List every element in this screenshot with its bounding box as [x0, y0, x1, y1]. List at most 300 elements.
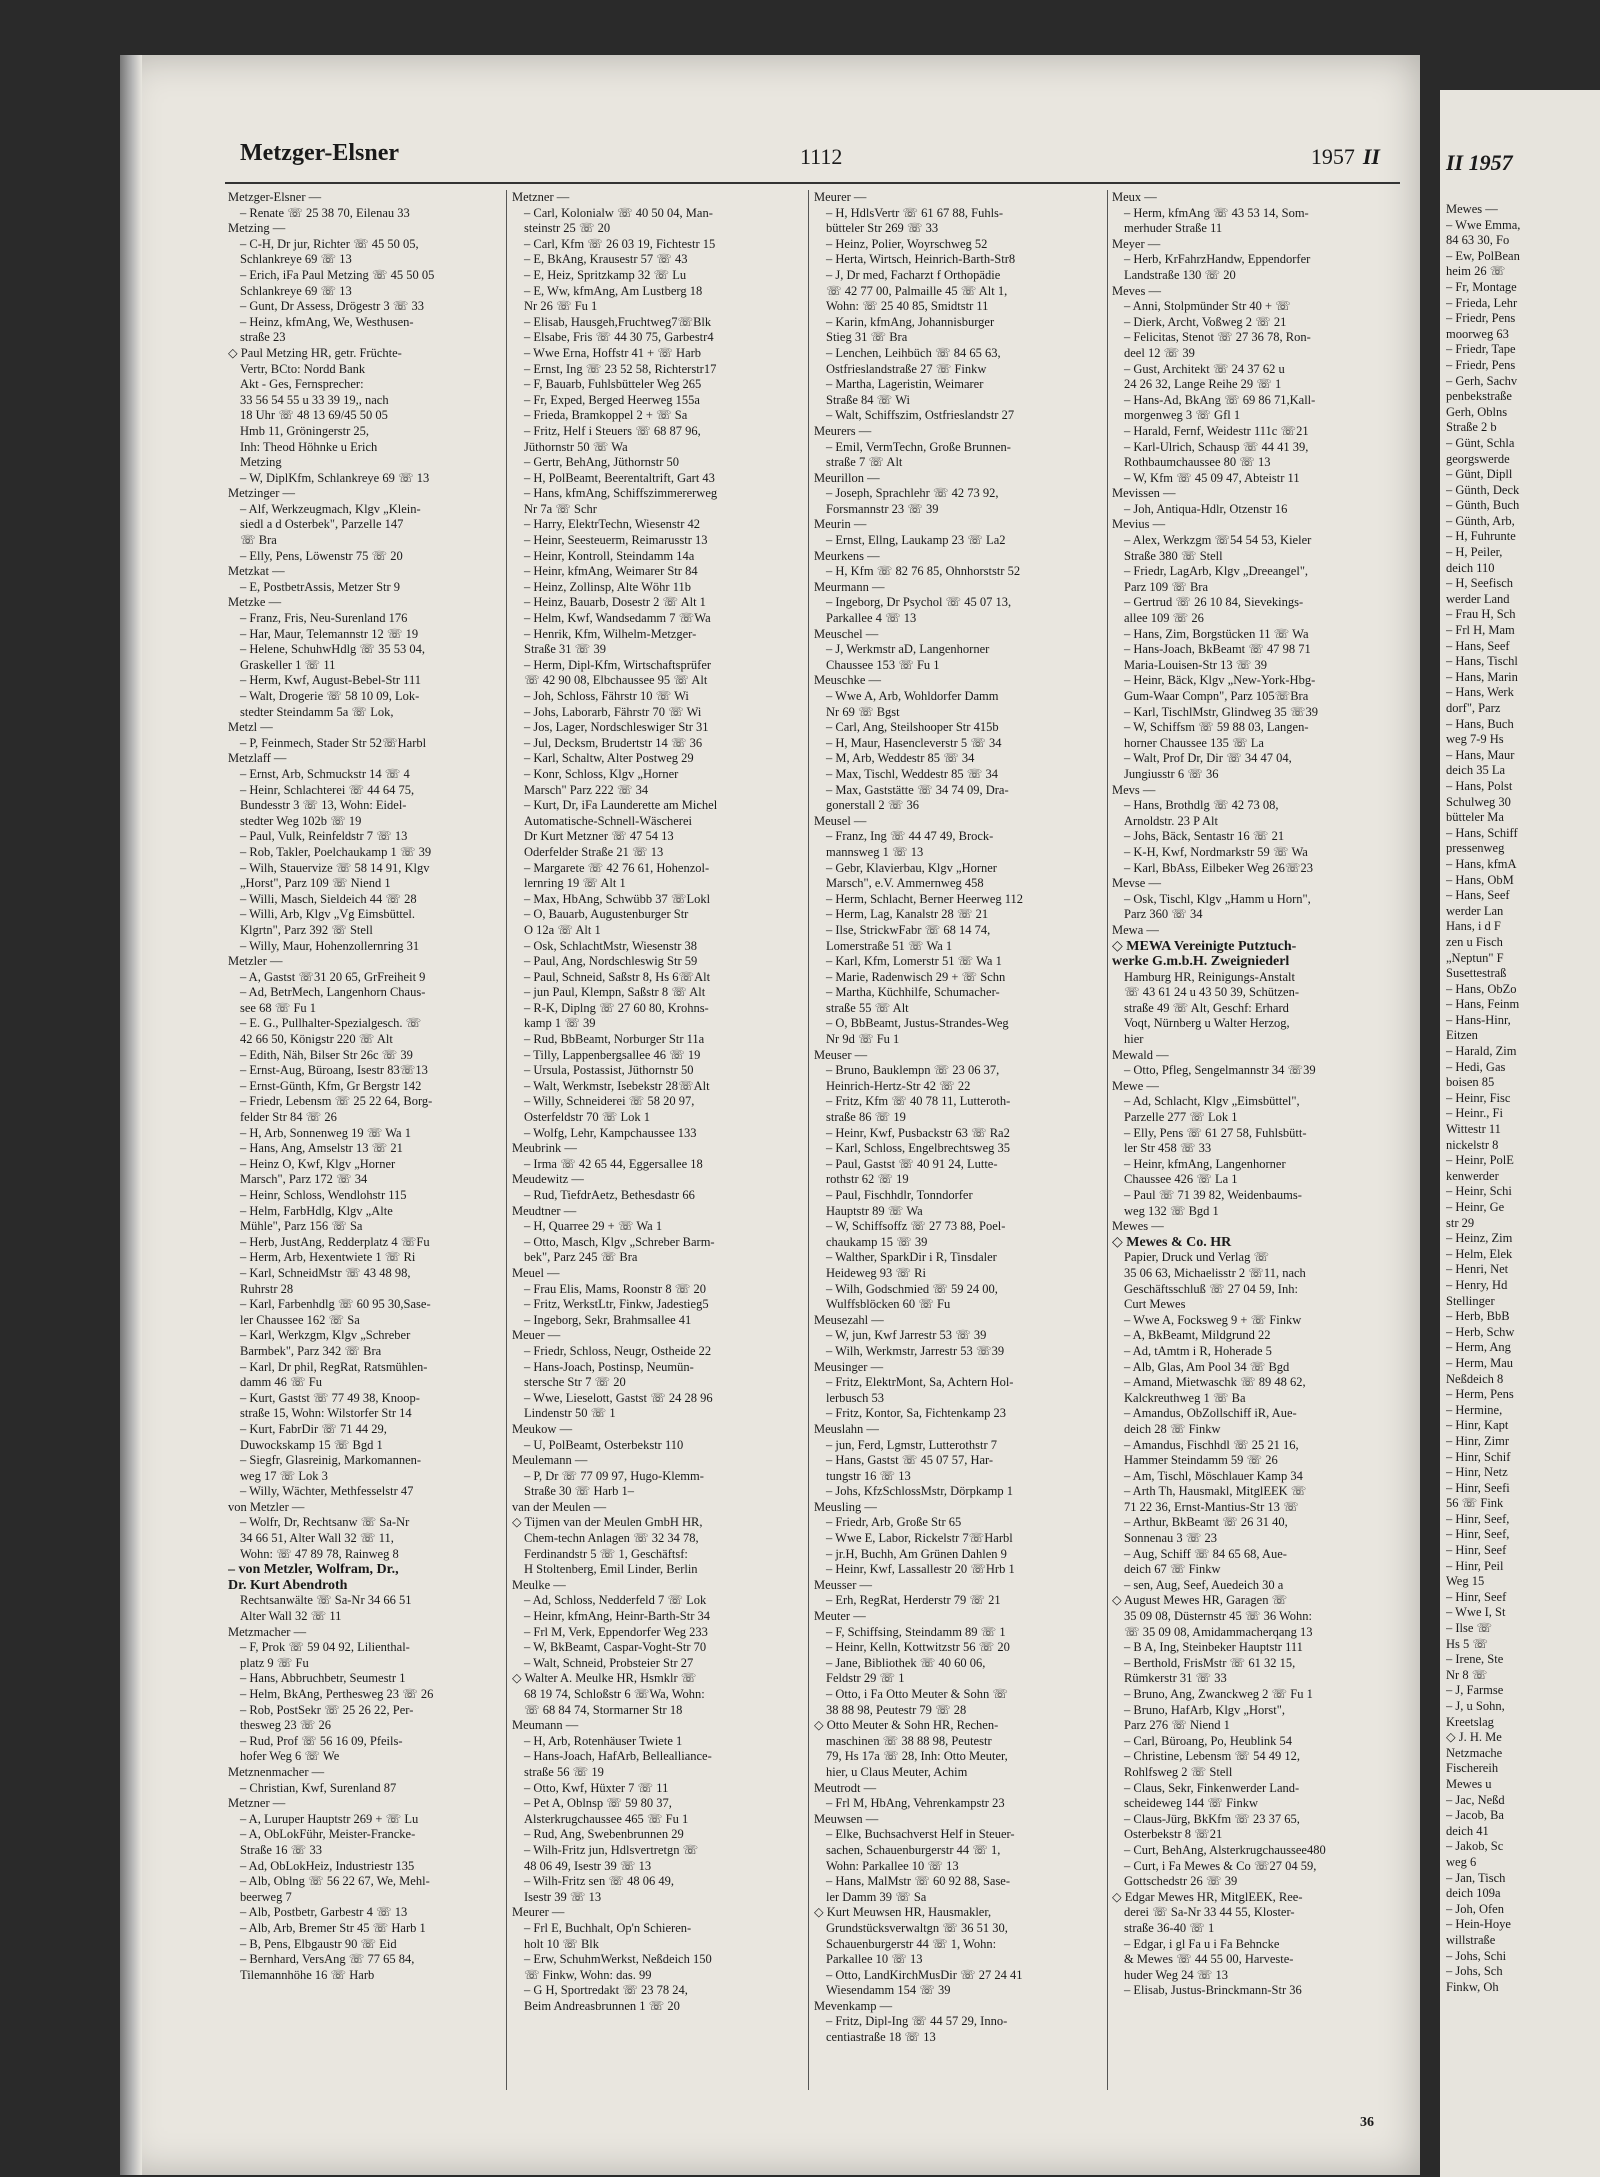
- directory-entry: Wiesendamm 154 ☏ 39: [826, 1983, 951, 1998]
- directory-entry: – Alb, Glas, Am Pool 34 ☏ Bgd: [1124, 1359, 1290, 1374]
- directory-entry: – Herm, Arb, Hexentwiete 1 ☏ Ri: [240, 1250, 416, 1265]
- directory-entry: – Berthold, FrisMstr ☏ 61 32 15,: [1124, 1655, 1296, 1670]
- directory-entry: – Herm, Dipl-Kfm, Wirtschaftsprüfer: [524, 657, 712, 672]
- directory-entry: sachen, Schauenburgerstr 44 ☏ 1,: [826, 1842, 1001, 1857]
- directory-entry: ☏ Finkw, Wohn: das. 99: [524, 1967, 652, 1982]
- directory-entry: Meusezahl —: [814, 1312, 884, 1327]
- directory-entry: – Heinr, Seesteuerm, Reimarusstr 13: [524, 533, 708, 548]
- directory-entry: weg 132 ☏ Bgd 1: [1124, 1203, 1219, 1218]
- directory-entry: Meukow —: [512, 1421, 573, 1436]
- directory-entry: ◇ Edgar Mewes HR, MitglEEK, Ree-: [1112, 1889, 1303, 1904]
- directory-entry: – E, PostbetrAssis, Metzer Str 9: [240, 579, 401, 594]
- directory-entry: Hammer Steindamm 59 ☏ 26: [1124, 1453, 1278, 1468]
- facing-page-entry: moorweg 63: [1446, 326, 1509, 341]
- directory-entry: – Fritz, ElektrMont, Sa, Achtern Hol-: [826, 1375, 1014, 1390]
- facing-page-entry: – Henri, Net: [1446, 1262, 1509, 1277]
- directory-entry: – Jos, Lager, Nordschleswiger Str 31: [524, 720, 709, 735]
- directory-entry: Alter Wall 32 ☏ 11: [240, 1609, 342, 1624]
- facing-page-entry: – Jacob, Ba: [1446, 1808, 1504, 1823]
- facing-page-entry: – Günth, Arb,: [1446, 513, 1515, 528]
- directory-entry: Hmb 11, Gröningerstr 25,: [240, 423, 370, 438]
- directory-entry: – Ad, ObLokHeiz, Industriestr 135: [240, 1858, 415, 1873]
- facing-page-entry: – Hinr, Seef,: [1446, 1511, 1510, 1526]
- directory-entry: – Ernst, Ing ☏ 23 52 58, Richterstr17: [524, 361, 717, 376]
- directory-entry: Duwockskamp 15 ☏ Bgd 1: [240, 1437, 383, 1452]
- directory-entry: – Walt, Schiffszim, Ostfrieslandstr 27: [826, 408, 1015, 423]
- directory-entry: Feldstr 29 ☏ 1: [826, 1671, 905, 1686]
- directory-entry: – Heinr, Schloss, Wendlohstr 115: [240, 1188, 407, 1202]
- column-3: [814, 190, 1104, 2140]
- directory-entry: – Karl, BbAss, Eilbeker Weg 26☏23: [1124, 860, 1314, 875]
- directory-entry: – Ad, tAmtm i R, Hoherade 5: [1124, 1343, 1272, 1358]
- directory-entry: – A, Luruper Hauptstr 269 + ☏ Lu: [240, 1811, 419, 1826]
- directory-entry: Meumann —: [512, 1718, 579, 1733]
- directory-entry: – Joh, Schloss, Fährstr 10 ☏ Wi: [524, 689, 689, 703]
- directory-entry: Ostfrieslandstraße 27 ☏ Finkw: [826, 361, 987, 376]
- directory-entry: deich 28 ☏ Finkw: [1124, 1421, 1221, 1436]
- facing-page-entry: – Wwe Emma,: [1446, 217, 1521, 232]
- directory-entry: lerbusch 53: [826, 1390, 884, 1405]
- directory-entry: beerweg 7: [240, 1889, 292, 1904]
- directory-entry: – Martha, Lageristin, Weimarer: [826, 377, 984, 392]
- facing-page-header: II 1957: [1446, 150, 1513, 175]
- facing-page-entry: – Hans, ObZo: [1446, 981, 1517, 996]
- directory-entry: Chaussee 153 ☏ Fu 1: [826, 657, 940, 672]
- facing-page-entry: „Neptun" F: [1446, 950, 1504, 965]
- directory-entry: – Paul, Fischhdlr, Tonndorfer: [826, 1188, 973, 1202]
- directory-entry: – Konr, Schloss, Klgv „Horner: [524, 766, 679, 781]
- directory-entry: lernring 19 ☏ Alt 1: [524, 876, 626, 891]
- directory-entry: – Amandus, Fischhdl ☏ 25 21 16,: [1124, 1437, 1299, 1452]
- directory-entry: rothstr 62 ☏ 19: [826, 1172, 909, 1187]
- directory-entry: bütteler Str 269 ☏ 33: [826, 221, 939, 236]
- directory-entry: – Frau Elis, Mams, Roonstr 8 ☏ 20: [524, 1281, 706, 1296]
- facing-page-entry: – H, Peiler,: [1446, 545, 1503, 560]
- facing-page-entry: – Hans, ObM: [1446, 872, 1514, 887]
- directory-entry: – Heinr, Kwf, Lassallestr 20 ☏Hrb 1: [826, 1562, 1015, 1577]
- directory-entry: – Otto, Masch, Klgv „Schreber Barm-: [524, 1234, 715, 1249]
- directory-entry: – Gust, Architekt ☏ 24 37 62 u: [1124, 361, 1285, 376]
- directory-entry: Meuschel —: [814, 626, 879, 641]
- directory-entry: Automatische-Schnell-Wäscherei: [524, 813, 692, 828]
- directory-entry: maschinen ☏ 38 88 98, Peutestr: [826, 1733, 992, 1748]
- directory-entry: hofer Weg 6 ☏ We: [240, 1749, 340, 1764]
- directory-entry: Parkallee 10 ☏ 13: [826, 1952, 923, 1967]
- facing-page-entry: – Hans, kfmA: [1446, 856, 1517, 871]
- directory-entry: – Claus-Jürg, BkKfm ☏ 23 37 65,: [1124, 1811, 1300, 1826]
- directory-entry: – Willy, Wächter, Methfesselstr 47: [240, 1484, 414, 1499]
- directory-entry: – Walt, Drogerie ☏ 58 10 09, Lok-: [240, 689, 420, 703]
- facing-page-entry: Fischereih: [1446, 1761, 1499, 1776]
- directory-entry: – B A, Ing, Steinbeker Hauptstr 111: [1124, 1640, 1303, 1655]
- directory-entry: ☏ 35 09 08, Amidammacherqang 13: [1124, 1624, 1313, 1639]
- directory-entry: „Horst", Parz 109 ☏ Niend 1: [240, 876, 391, 891]
- directory-entry: Rohlfsweg 2 ☏ Stell: [1124, 1764, 1233, 1779]
- directory-entry: Metzlaff —: [228, 751, 287, 766]
- directory-entry: Metzner —: [228, 1796, 286, 1811]
- directory-entry: – P, Dr ☏ 77 09 97, Hugo-Klemm-: [524, 1468, 704, 1483]
- directory-entry: Meutrodt —: [814, 1780, 877, 1795]
- directory-entry: holt 10 ☏ Blk: [524, 1936, 600, 1951]
- directory-entry: – Otto, i Fa Otto Meuter & Sohn ☏: [826, 1687, 1008, 1701]
- directory-entry: – R-K, Diplng ☏ 27 60 80, Krohns-: [524, 1000, 709, 1015]
- directory-entry: Mevius —: [1112, 517, 1166, 532]
- directory-entry: – B, Pens, Elbgaustr 90 ☏ Eid: [240, 1936, 397, 1951]
- directory-entry: – Christine, Lebensm ☏ 54 49 12,: [1124, 1749, 1301, 1764]
- directory-entry: – Fr, Exped, Berged Heerweg 155a: [524, 392, 700, 407]
- directory-entry: Wohn: ☏ 47 89 78, Rainweg 8: [240, 1546, 399, 1561]
- directory-entry: – Heinr, Kontroll, Steindamm 14a: [524, 548, 695, 563]
- directory-entry: 35 09 08, Düsternstr 45 ☏ 36 Wohn:: [1124, 1609, 1313, 1624]
- directory-entry: platz 9 ☏ Fu: [240, 1655, 309, 1670]
- directory-entry: straße 36-40 ☏ 1: [1124, 1920, 1215, 1935]
- directory-entry: Gottschedstr 26 ☏ 39: [1124, 1874, 1238, 1889]
- directory-entry: Papier, Druck und Verlag ☏: [1124, 1250, 1270, 1265]
- directory-entry: – Alb, Oblng ☏ 56 22 67, We, Mehl-: [240, 1874, 430, 1889]
- directory-entry: – Bruno, Bauklempn ☏ 23 06 37,: [826, 1063, 1000, 1078]
- directory-entry: Mevenkamp —: [814, 1998, 893, 2013]
- column-4: [1112, 190, 1402, 2140]
- directory-entry: Meurillon —: [814, 470, 880, 485]
- directory-entry: – Edith, Näh, Bilser Str 26c ☏ 39: [240, 1047, 413, 1062]
- header-rule: [225, 182, 1400, 184]
- directory-entry: – Willy, Maur, Hohenzollernring 31: [240, 938, 420, 953]
- directory-entry: Mewe —: [1112, 1078, 1159, 1093]
- directory-entry: Meusling —: [814, 1499, 877, 1514]
- directory-entry: Wohn: Parkallee 10 ☏ 13: [826, 1858, 959, 1873]
- directory-entry: Nr 7a ☏ Schr: [524, 501, 597, 516]
- facing-page-entry: Neßdeich 8: [1446, 1371, 1504, 1386]
- directory-entry: 35 06 63, Michaelisstr 2 ☏11, nach: [1124, 1265, 1306, 1280]
- facing-page-entry: – Harald, Zim: [1446, 1044, 1517, 1059]
- directory-entry: – J, Werkmstr aD, Langenhorner: [826, 642, 990, 657]
- directory-entry: centiastraße 18 ☏ 13: [826, 2030, 936, 2045]
- directory-entry: – Edgar, i gl Fa u i Fa Behncke: [1124, 1936, 1280, 1951]
- directory-entry: Bundesstr 3 ☏ 13, Wohn: Eidel-: [240, 798, 407, 813]
- directory-entry: – Martha, Küchhilfe, Schumacher-: [826, 985, 1000, 1000]
- facing-page-entry: – Hans, Maur: [1446, 747, 1515, 762]
- facing-page-entry: dorf", Parz: [1446, 701, 1501, 715]
- directory-entry: – Wilh, Godschmied ☏ 59 24 00,: [826, 1281, 998, 1296]
- directory-entry: deel 12 ☏ 39: [1124, 345, 1195, 360]
- facing-page-entry: zen u Fisch: [1446, 934, 1503, 949]
- facing-page-entry: Mewes —: [1446, 202, 1498, 216]
- directory-entry: Mevs —: [1112, 782, 1156, 797]
- directory-entry: – Am, Tischl, Möschlauer Kamp 34: [1124, 1468, 1303, 1483]
- directory-entry: – Karin, kfmAng, Johannisburger: [826, 314, 995, 329]
- directory-entry: steinstr 25 ☏ 20: [524, 221, 611, 236]
- directory-entry: – Frl E, Buchhalt, Op'n Schieren-: [524, 1920, 692, 1935]
- facing-page-entry: – Jac, Neßd: [1446, 1792, 1505, 1807]
- directory-entry: – Fritz, Kfm ☏ 40 78 11, Lutteroth-: [826, 1094, 1011, 1109]
- directory-entry: – Alb, Arb, Bremer Str 45 ☏ Harb 1: [240, 1920, 426, 1935]
- directory-entry: – Herm, Kwf, August-Bebel-Str 111: [240, 673, 421, 688]
- directory-entry: – Karl, Schloss, Engelbrechtsweg 35: [826, 1141, 1010, 1156]
- facing-page-entry: – Irene, Ste: [1446, 1652, 1504, 1667]
- directory-entry: Meuslahn —: [814, 1421, 879, 1436]
- directory-entry: Maria-Louisen-Str 13 ☏ 39: [1124, 657, 1268, 672]
- directory-entry: Hauptstr 89 ☏ Wa: [826, 1203, 923, 1218]
- directory-entry: Grundstücksverwaltgn ☏ 36 51 30,: [826, 1920, 1008, 1935]
- directory-entry: ◇ Kurt Meuwsen HR, Hausmakler,: [814, 1905, 992, 1920]
- directory-entry: Dr Kurt Metzner ☏ 47 54 13: [524, 829, 674, 844]
- directory-entry: – Alex, Werkzgm ☏54 54 53, Kieler: [1124, 533, 1312, 548]
- directory-entry: Voqt, Nürnberg u Walter Herzog,: [1124, 1016, 1290, 1031]
- directory-entry: ☏ 68 84 74, Stormarner Str 18: [524, 1702, 683, 1717]
- facing-page-entry: – Hans, Polst: [1446, 778, 1513, 793]
- directory-entry: Meudewitz —: [512, 1172, 584, 1187]
- facing-page-entry: deich 109a: [1446, 1886, 1501, 1901]
- facing-page-entry: – Heinr, PolE: [1446, 1153, 1514, 1168]
- directory-entry: – Max, Tischl, Weddestr 85 ☏ 34: [826, 766, 999, 781]
- directory-entry: 48 06 49, Isestr 39 ☏ 13: [524, 1858, 652, 1873]
- directory-entry: – Margarete ☏ 42 76 61, Hohenzol-: [524, 860, 710, 875]
- directory-entry: – Wilh, Stauervize ☏ 58 14 91, Klgv: [240, 860, 430, 875]
- directory-entry: – Helm, BkAng, Perthesweg 23 ☏ 26: [240, 1687, 434, 1701]
- directory-entry: – Ad, Schloss, Nedderfeld 7 ☏ Lok: [524, 1593, 707, 1608]
- directory-entry: – Karl, TischlMstr, Glindweg 35 ☏39: [1124, 704, 1318, 719]
- directory-entry: – Fritz, WerkstLtr, Finkw, Jadestieg5: [524, 1297, 709, 1312]
- facing-page-entry: – Hinr, Schif: [1446, 1449, 1511, 1464]
- directory-entry: – Herb, JustAng, Redderplatz 4 ☏Fu: [240, 1234, 430, 1249]
- directory-entry: 71 22 36, Ernst-Mantius-Str 13 ☏: [1124, 1499, 1299, 1514]
- directory-entry: Meurer —: [512, 1905, 565, 1920]
- directory-entry: – Elsabe, Fris ☏ 44 30 75, Garbestr4: [524, 330, 714, 345]
- directory-entry: stersche Str 7 ☏ 20: [524, 1375, 626, 1390]
- facing-page-entry: – Fr, Montage: [1446, 279, 1517, 294]
- facing-page-entry: weg 6: [1446, 1854, 1477, 1869]
- facing-page-entry: deich 35 La: [1446, 763, 1506, 778]
- directory-entry: – Lenchen, Leihbüch ☏ 84 65 63,: [826, 345, 1001, 360]
- directory-entry: – Amand, Mietwaschk ☏ 89 48 62,: [1124, 1375, 1306, 1390]
- directory-entry: Straße 31 ☏ 39: [524, 642, 606, 657]
- directory-entry: – Karl, Farbenhdlg ☏ 60 95 30,Sase-: [240, 1297, 431, 1312]
- directory-entry: – Kurt, FabrDir ☏ 71 44 29,: [240, 1421, 387, 1436]
- directory-entry: – Paul, Gastst ☏ 40 91 24, Lutte-: [826, 1156, 998, 1171]
- directory-entry: Meuser —: [814, 1047, 868, 1062]
- directory-entry: ◇ Otto Meuter & Sohn HR, Rechen-: [814, 1718, 999, 1733]
- column-2: [512, 190, 802, 2140]
- directory-entry: – Ingeborg, Dr Psychol ☏ 45 07 13,: [826, 595, 1012, 610]
- directory-entry: Mevissen —: [1112, 486, 1176, 501]
- directory-entry: – Karl, Werkzgm, Klgv „Schreber: [240, 1328, 411, 1343]
- directory-entry: – Elke, Buchsachverst Helf in Steuer-: [826, 1827, 1015, 1842]
- directory-entry: – Osk, SchlachtMstr, Wiesenstr 38: [524, 938, 698, 953]
- directory-entry: – H, Arb, Rotenhäuser Twiete 1: [524, 1733, 683, 1748]
- directory-entry: – F, Schiffsing, Steindamm 89 ☏ 1: [826, 1624, 1006, 1639]
- facing-page-entry: – Heinz, Zim: [1446, 1231, 1513, 1246]
- facing-page-entry: Susettestraß: [1446, 966, 1507, 981]
- edition-year: 1957: [1310, 144, 1355, 169]
- directory-entry: – Paul, Schneid, Saßstr 8, Hs 6☏Alt: [524, 969, 711, 984]
- facing-page-entry: – Frl H, Mam: [1446, 623, 1515, 638]
- directory-entry: Ruhrstr 28: [240, 1281, 294, 1296]
- facing-page-entry: – Hinr, Zimr: [1446, 1433, 1510, 1448]
- facing-page-entry: Gerh, Oblns: [1446, 404, 1508, 419]
- facing-page-entry: – Gerh, Sachv: [1446, 373, 1518, 388]
- directory-entry: – Herm, Schlacht, Berner Heerweg 112: [826, 891, 1024, 906]
- directory-entry: 33 56 54 55 u 33 39 19,, nach: [240, 392, 389, 407]
- directory-entry: – Dierk, Archt, Voßweg 2 ☏ 21: [1124, 314, 1287, 329]
- facing-page-entry: – H, Fuhrunte: [1446, 529, 1516, 544]
- facing-page-entry: nickelstr 8: [1446, 1137, 1499, 1152]
- directory-entry: weg 17 ☏ Lok 3: [240, 1468, 328, 1483]
- directory-entry: – E. G., Pullhalter-Spezialgesch. ☏: [240, 1016, 422, 1031]
- facing-page-entry: – Hermine,: [1446, 1402, 1503, 1417]
- directory-entry: – Ilse, StrickwFabr ☏ 68 14 74,: [826, 922, 991, 937]
- facing-page-entry: Straße 2 b: [1446, 420, 1497, 435]
- directory-entry: – Willi, Arb, Klgv „Vg Eimsbüttel.: [240, 907, 415, 922]
- directory-entry: Landstraße 130 ☏ 20: [1124, 267, 1236, 282]
- directory-entry: – Hans-Ad, BkAng ☏ 69 86 71,Kall-: [1124, 392, 1316, 407]
- directory-entry: – Elisab, Justus-Brinckmann-Str 36: [1124, 1983, 1302, 1998]
- directory-entry: derei ☏ Sa-Nr 33 44 55, Kloster-: [1124, 1905, 1295, 1920]
- directory-entry: straße 23: [240, 330, 286, 345]
- directory-entry: – Wwe A, Arb, Wohldorfer Damm: [826, 689, 999, 703]
- directory-entry: – Rud, Ang, Swebenbrunnen 29: [524, 1827, 684, 1842]
- column-1: [228, 190, 500, 2140]
- directory-entry: – K-H, Kwf, Nordmarkstr 59 ☏ Wa: [1124, 844, 1308, 859]
- directory-entry: – C-H, Dr jur, Richter ☏ 45 50 05,: [240, 236, 419, 251]
- facing-page-column: [1446, 202, 1600, 1995]
- directory-entry: Meurmann —: [814, 579, 885, 594]
- facing-page-entry: – Jan, Tisch: [1446, 1870, 1506, 1885]
- directory-entry: – Wwe E, Labor, Rickelstr 7☏Harbl: [826, 1531, 1013, 1546]
- directory-entry: – Gebr, Klavierbau, Klgv „Horner: [826, 860, 997, 875]
- directory-entry: – Friedr, Lebensm ☏ 25 22 64, Borg-: [240, 1094, 433, 1109]
- facing-page-entry: – Wwe I, St: [1446, 1605, 1506, 1620]
- directory-entry: – Heinr, kfmAng, Langenhorner: [1124, 1156, 1286, 1171]
- facing-page-entry: werder Lan: [1446, 903, 1504, 918]
- directory-entry: – Ad, BetrMech, Langenhorn Chaus-: [240, 985, 426, 1000]
- directory-entry: – Siegfr, Glasreinig, Markomannen-: [240, 1453, 422, 1468]
- directory-entry: – Franz, Ing ☏ 44 47 49, Brock-: [826, 829, 994, 844]
- directory-entry: – Alb, Postbetr, Garbestr 4 ☏ 13: [240, 1905, 408, 1920]
- directory-entry: – Ernst-Aug, Büroang, Isestr 83☏13: [240, 1063, 428, 1078]
- directory-entry: Straße 16 ☏ 33: [240, 1842, 322, 1857]
- directory-entry: van der Meulen —: [512, 1499, 607, 1514]
- directory-entry: – Erh, RegRat, Herderstr 79 ☏ 21: [826, 1593, 1001, 1608]
- directory-entry: Heideweg 93 ☏ Ri: [826, 1265, 926, 1280]
- directory-entry: – Har, Maur, Telemannstr 12 ☏ 19: [240, 626, 419, 641]
- directory-entry: Meuschke —: [814, 673, 881, 688]
- directory-entry: – W, Kfm ☏ 45 09 47, Abteistr 11: [1124, 470, 1300, 485]
- directory-entry: – F, Prok ☏ 59 04 92, Lilienthal-: [240, 1640, 410, 1655]
- directory-entry: Rümkerstr 31 ☏ 33: [1124, 1671, 1227, 1686]
- directory-entry: – Hans-Joach, Postinsp, Neumün-: [524, 1359, 694, 1374]
- directory-entry: straße 56 ☏ 19: [524, 1764, 604, 1779]
- directory-entry: – Johs, Bäck, Sentastr 16 ☏ 21: [1124, 829, 1285, 844]
- facing-page-entry: Finkw, Oh: [1446, 1979, 1499, 1994]
- directory-entry: Meyer —: [1112, 236, 1161, 251]
- directory-entry: Metzl —: [228, 720, 273, 735]
- facing-page-entry: – Ew, PolBean: [1446, 248, 1520, 263]
- directory-entry: mannsweg 1 ☏ 13: [826, 844, 924, 859]
- facing-page-entry: – Hinr, Seef: [1446, 1543, 1507, 1558]
- directory-entry: Meuter —: [814, 1609, 866, 1624]
- directory-entry: – Hans, Zim, Borgstücken 11 ☏ Wa: [1124, 626, 1309, 641]
- edition-label: [1311, 144, 1380, 170]
- directory-entry: – Wolfr, Dr, Rechtsanw ☏ Sa-Nr: [240, 1515, 410, 1530]
- directory-entry: – Heinz, kfmAng, We, Westhusen-: [240, 314, 414, 329]
- directory-entry: Mühle", Parz 156 ☏ Sa: [240, 1219, 363, 1234]
- directory-entry: morgenweg 3 ☏ Gfl 1: [1124, 408, 1241, 423]
- directory-entry: Inh: Theod Höhnke u Erich: [240, 439, 378, 454]
- facing-page-entry: Stellinger: [1446, 1293, 1495, 1308]
- facing-page-entry: deich 41: [1446, 1823, 1489, 1838]
- directory-entry: – W, jun, Kwf Jarrestr 53 ☏ 39: [826, 1328, 987, 1343]
- directory-entry: – O, BbBeamt, Justus-Strandes-Weg: [826, 1016, 1009, 1031]
- directory-entry: Forsmannstr 23 ☏ 39: [826, 501, 939, 516]
- directory-entry: – Rud, BbBeamt, Norburger Str 11a: [524, 1032, 705, 1047]
- directory-entry: – Paul ☏ 71 39 82, Weidenbaums-: [1124, 1188, 1302, 1202]
- directory-entry: Mewald —: [1112, 1047, 1169, 1062]
- directory-entry: ☏ 42 77 00, Palmaille 45 ☏ Alt 1,: [826, 283, 1008, 298]
- directory-entry: – U, PolBeamt, Osterbekstr 110: [524, 1437, 684, 1452]
- directory-entry: kamp 1 ☏ 39: [524, 1016, 596, 1031]
- directory-entry: straße 15, Wohn: Wilstorfer Str 14: [240, 1406, 412, 1421]
- facing-page: [1440, 90, 1600, 2177]
- directory-entry: – Kurt, Gastst ☏ 77 49 38, Knoop-: [240, 1390, 420, 1405]
- directory-entry: 38 88 98, Peutestr 79 ☏ 28: [826, 1702, 967, 1717]
- facing-page-entry: – Herb, BbB: [1446, 1309, 1510, 1324]
- directory-entry: – H, Quarree 29 + ☏ Wa 1: [524, 1219, 663, 1234]
- directory-entry: – Elly, Pens ☏ 61 27 58, Fuhlsbütt-: [1124, 1125, 1307, 1140]
- directory-entry: Vertr, BCto: Nordd Bank: [240, 361, 366, 376]
- facing-page-entry: – Hans, Werk: [1446, 685, 1514, 700]
- directory-entry: – Karl, Dr phil, RegRat, Ratsmühlen-: [240, 1359, 428, 1374]
- directory-entry: – Arthur, BkBeamt ☏ 26 31 40,: [1124, 1515, 1288, 1530]
- directory-entry: Wulffsblöcken 60 ☏ Fu: [826, 1297, 951, 1312]
- facing-page-entry: – J, Farmse: [1446, 1683, 1504, 1698]
- directory-entry: – W, Schiffsoffz ☏ 27 73 88, Poel-: [826, 1219, 1006, 1234]
- directory-entry: – Ingeborg, Sekr, Brahmsallee 41: [524, 1312, 692, 1327]
- directory-entry: – Amandus, ObZollschiff iR, Aue-: [1124, 1406, 1297, 1421]
- directory-entry: Akt - Ges, Fernsprecher:: [240, 377, 364, 392]
- directory-entry: – A, Gastst ☏31 20 65, GrFreiheit 9: [240, 969, 426, 984]
- directory-entry: Curt Mewes: [1124, 1297, 1186, 1312]
- directory-entry: – Walt, Werkmstr, Isebekstr 28☏Alt: [524, 1078, 710, 1093]
- column-divider: [1107, 190, 1108, 2090]
- facing-page-entry: – Johs, Schi: [1446, 1948, 1507, 1963]
- directory-entry: Parz 276 ☏ Niend 1: [1124, 1718, 1230, 1733]
- directory-entry: – jr.H, Buchh, Am Grünen Dahlen 9: [826, 1546, 1007, 1561]
- directory-entry: Meusinger —: [814, 1359, 884, 1374]
- directory-entry: Straße 84 ☏ Wi: [826, 392, 910, 407]
- facing-page-entry: – Hinr, Peil: [1446, 1558, 1504, 1573]
- directory-entry: stedter Steindamm 5a ☏ Lok,: [240, 704, 394, 719]
- directory-entry: ☏ 42 90 08, Elbchaussee 95 ☏ Alt: [524, 673, 708, 688]
- directory-entry: – Willi, Masch, Sieldeich 44 ☏ 28: [240, 891, 417, 906]
- directory-entry: ☏ 43 61 24 u 43 50 39, Schützen-: [1124, 985, 1299, 1000]
- directory-entry: bek", Parz 245 ☏ Bra: [524, 1250, 638, 1265]
- facing-page-entry: – Heinr., Fi: [1446, 1106, 1503, 1121]
- directory-entry: – Bernhard, VersAng ☏ 77 65 84,: [240, 1952, 415, 1967]
- directory-entry: Jungiusstr 6 ☏ 36: [1124, 766, 1219, 781]
- facing-page-entry: boisen 85: [1446, 1075, 1495, 1090]
- directory-entry: – Curt, i Fa Mewes & Co ☏27 04 59,: [1124, 1858, 1317, 1873]
- directory-entry: Rothbaumchaussee 80 ☏ 13: [1124, 455, 1271, 470]
- facing-page-entry: 56 ☏ Fink: [1446, 1496, 1504, 1511]
- directory-entry: Barmbek", Parz 342 ☏ Bra: [240, 1343, 382, 1358]
- directory-entry: – Heinz, Bauarb, Dosestr 2 ☏ Alt 1: [524, 595, 706, 610]
- directory-entry: Schlankreye 69 ☏ 13: [240, 283, 352, 298]
- directory-entry: Gum-Waar Compn", Parz 105☏Bra: [1124, 689, 1309, 703]
- directory-entry: – Frl M, Verk, Eppendorfer Weg 233: [524, 1624, 708, 1639]
- directory-entry: – Felicitas, Stenot ☏ 27 36 78, Ron-: [1124, 330, 1311, 345]
- directory-entry: – Elly, Pens, Löwenstr 75 ☏ 20: [240, 548, 403, 563]
- facing-page-entry: – Hans, Marin: [1446, 669, 1518, 684]
